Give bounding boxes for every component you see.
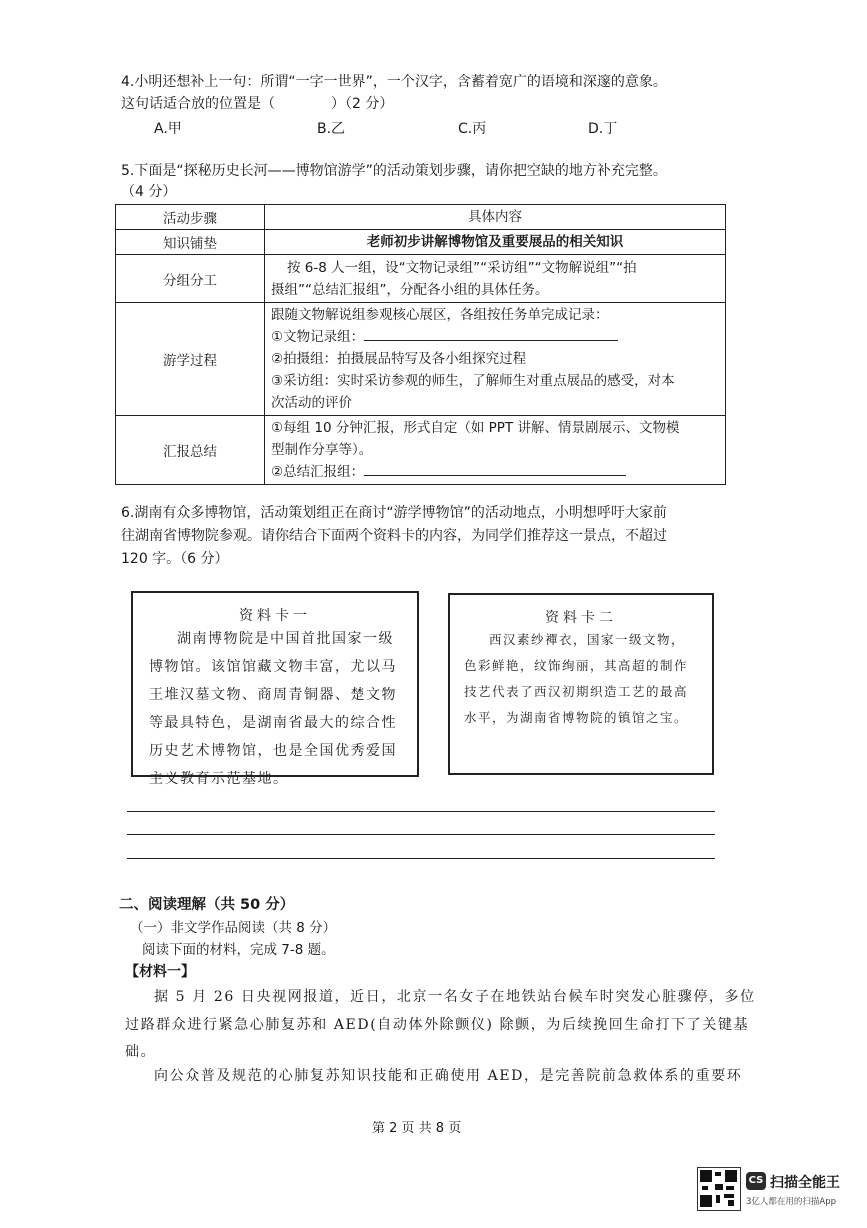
table-content-cell [265,255,726,303]
q4-option-a: A.甲 [154,121,182,137]
table-step-cell: 汇报总结 [116,416,265,485]
answer-line[interactable] [127,834,715,835]
table-content-cell [265,303,726,416]
table-header-row [116,205,726,230]
table-content-line [271,461,719,483]
watermark-tagline: 3亿人都在用的扫描App [746,1197,837,1207]
table-row [116,230,726,255]
info-card-1-body: 湖南博物院是中国首批国家一级博物馆。该馆馆藏文物丰富，尤以马王堆汉墓文物、商周青铜器、楚文物等最具特色，是湖南省最大的综合性历史艺术博物馆，也是全国优秀爱国主义教育示范基地。 [149,631,397,787]
table-step-cell: 知识铺垫 [116,230,265,255]
info-card-2 [448,593,714,775]
page-number: 第 2 页 共 8 页 [372,1121,462,1136]
table-content-line: 型制作分享等）。 [271,442,373,458]
reading-instruction: 阅读下面的材料，完成 7-8 题。 [142,942,335,958]
material-label: 【材料一】 [125,964,195,980]
table-row [116,303,726,416]
subsection-title: （一）非文学作品阅读（共 8 分） [130,920,337,936]
q4-option-b: B.乙 [317,121,346,137]
camscanner-logo-icon: CS [746,1172,766,1190]
q6-line3: 120 字。（6 分） [121,551,229,567]
record-group-blank[interactable] [364,326,618,341]
record-group-label: ①文物记录组： [271,329,365,345]
answer-line[interactable] [127,811,715,812]
table-content-cell [265,416,726,485]
qr-code-icon [697,1167,741,1211]
material-para2-line1: 向公众普及规范的心肺复苏知识技能和正确使用 AED，是完善院前急救体系的重要环 [154,1068,743,1084]
q5-line1: 5.下面是“探秘历史长河——博物馆游学”的活动策划步骤，请你把空缺的地方补充完整。 [121,163,667,179]
info-card-1-title: 资料卡一 [239,608,311,624]
table-content-line: ③采访组：实时采访参观的师生，了解师生对重点展品的感受，对本 [271,373,675,389]
info-card-2-title: 资料卡二 [545,610,617,626]
q5-points: （4 分） [121,184,177,200]
table-content-line: 摄组”“总结汇报组”，分配各小组的具体任务。 [271,281,549,298]
table-step-cell: 游学过程 [116,303,265,416]
table-content-cell: 老师初步讲解博物馆及重要展品的相关知识 [265,230,726,255]
q6-line2: 往湖南省博物院参观。请你结合下面两个资料卡的内容，为同学们推荐这一景点，不超过 [121,528,667,544]
table-content-line: ①每组 10 分钟汇报，形式自定（如 PPT 讲解、情景剧展示、文物模 [271,420,680,436]
material-para1-line1: 据 5 月 26 日央视网报道，近日，北京一名女子在地铁站台候车时突发心脏骤停，多位 [154,989,756,1005]
watermark-app-name: 扫描全能王 [770,1175,840,1191]
summary-group-label: ②总结汇报组： [271,464,365,480]
info-card-1 [131,591,419,787]
info-card-2-body: 西汉素纱襌衣，国家一级文物，色彩鲜艳，纹饰绚丽，其高超的制作技艺代表了西汉初期织造工艺的最高水平，为湖南省博物院的镇馆之宝。 [464,632,689,725]
table-header-content: 具体内容 [265,205,726,230]
table-content-line: ②拍摄组：拍摄展品特写及各小组探究过程 [271,351,527,367]
q4-line1: 4.小明还想补上一句：所谓“一字一世界”，一个汉字，含蓄着宽广的语境和深邃的意象。 [121,74,667,90]
material-para1-line2: 过路群众进行紧急心肺复苏和 AED(自动体外除颤仪) 除颤，为后续挽回生命打下了关键基 [125,1017,750,1033]
table-step-cell: 分组分工 [116,255,265,303]
q4-line2-suffix: ）（2 分） [331,96,394,112]
answer-line[interactable] [127,858,715,859]
q4-option-c: C.丙 [458,121,487,137]
table-row [116,255,726,303]
section-title: 二、阅读理解（共 50 分） [119,897,295,913]
q6-line1: 6.湖南有众多博物馆，活动策划组正在商讨“游学博物馆”的活动地点，小明想呼吁大家前 [121,505,667,521]
table-content-line [271,326,719,348]
table-content-line: 次活动的评价 [271,395,352,411]
table-content-line: 按 6-8 人一组，设“文物记录组”“采访组”“文物解说组”“拍 [287,259,637,276]
q4-line2 [121,94,393,114]
table-row [116,416,726,485]
q4-option-d: D.丁 [588,121,618,137]
summary-group-blank[interactable] [364,461,626,476]
q4-line2-prefix: 这句话适合放的位置是（ [121,96,275,112]
material-para1-line3: 础。 [125,1044,157,1060]
activity-plan-table [115,204,726,485]
table-header-step: 活动步骤 [116,205,265,230]
table-content-line: 跟随文物解说组参观核心展区，各组按任务单完成记录： [271,307,609,323]
